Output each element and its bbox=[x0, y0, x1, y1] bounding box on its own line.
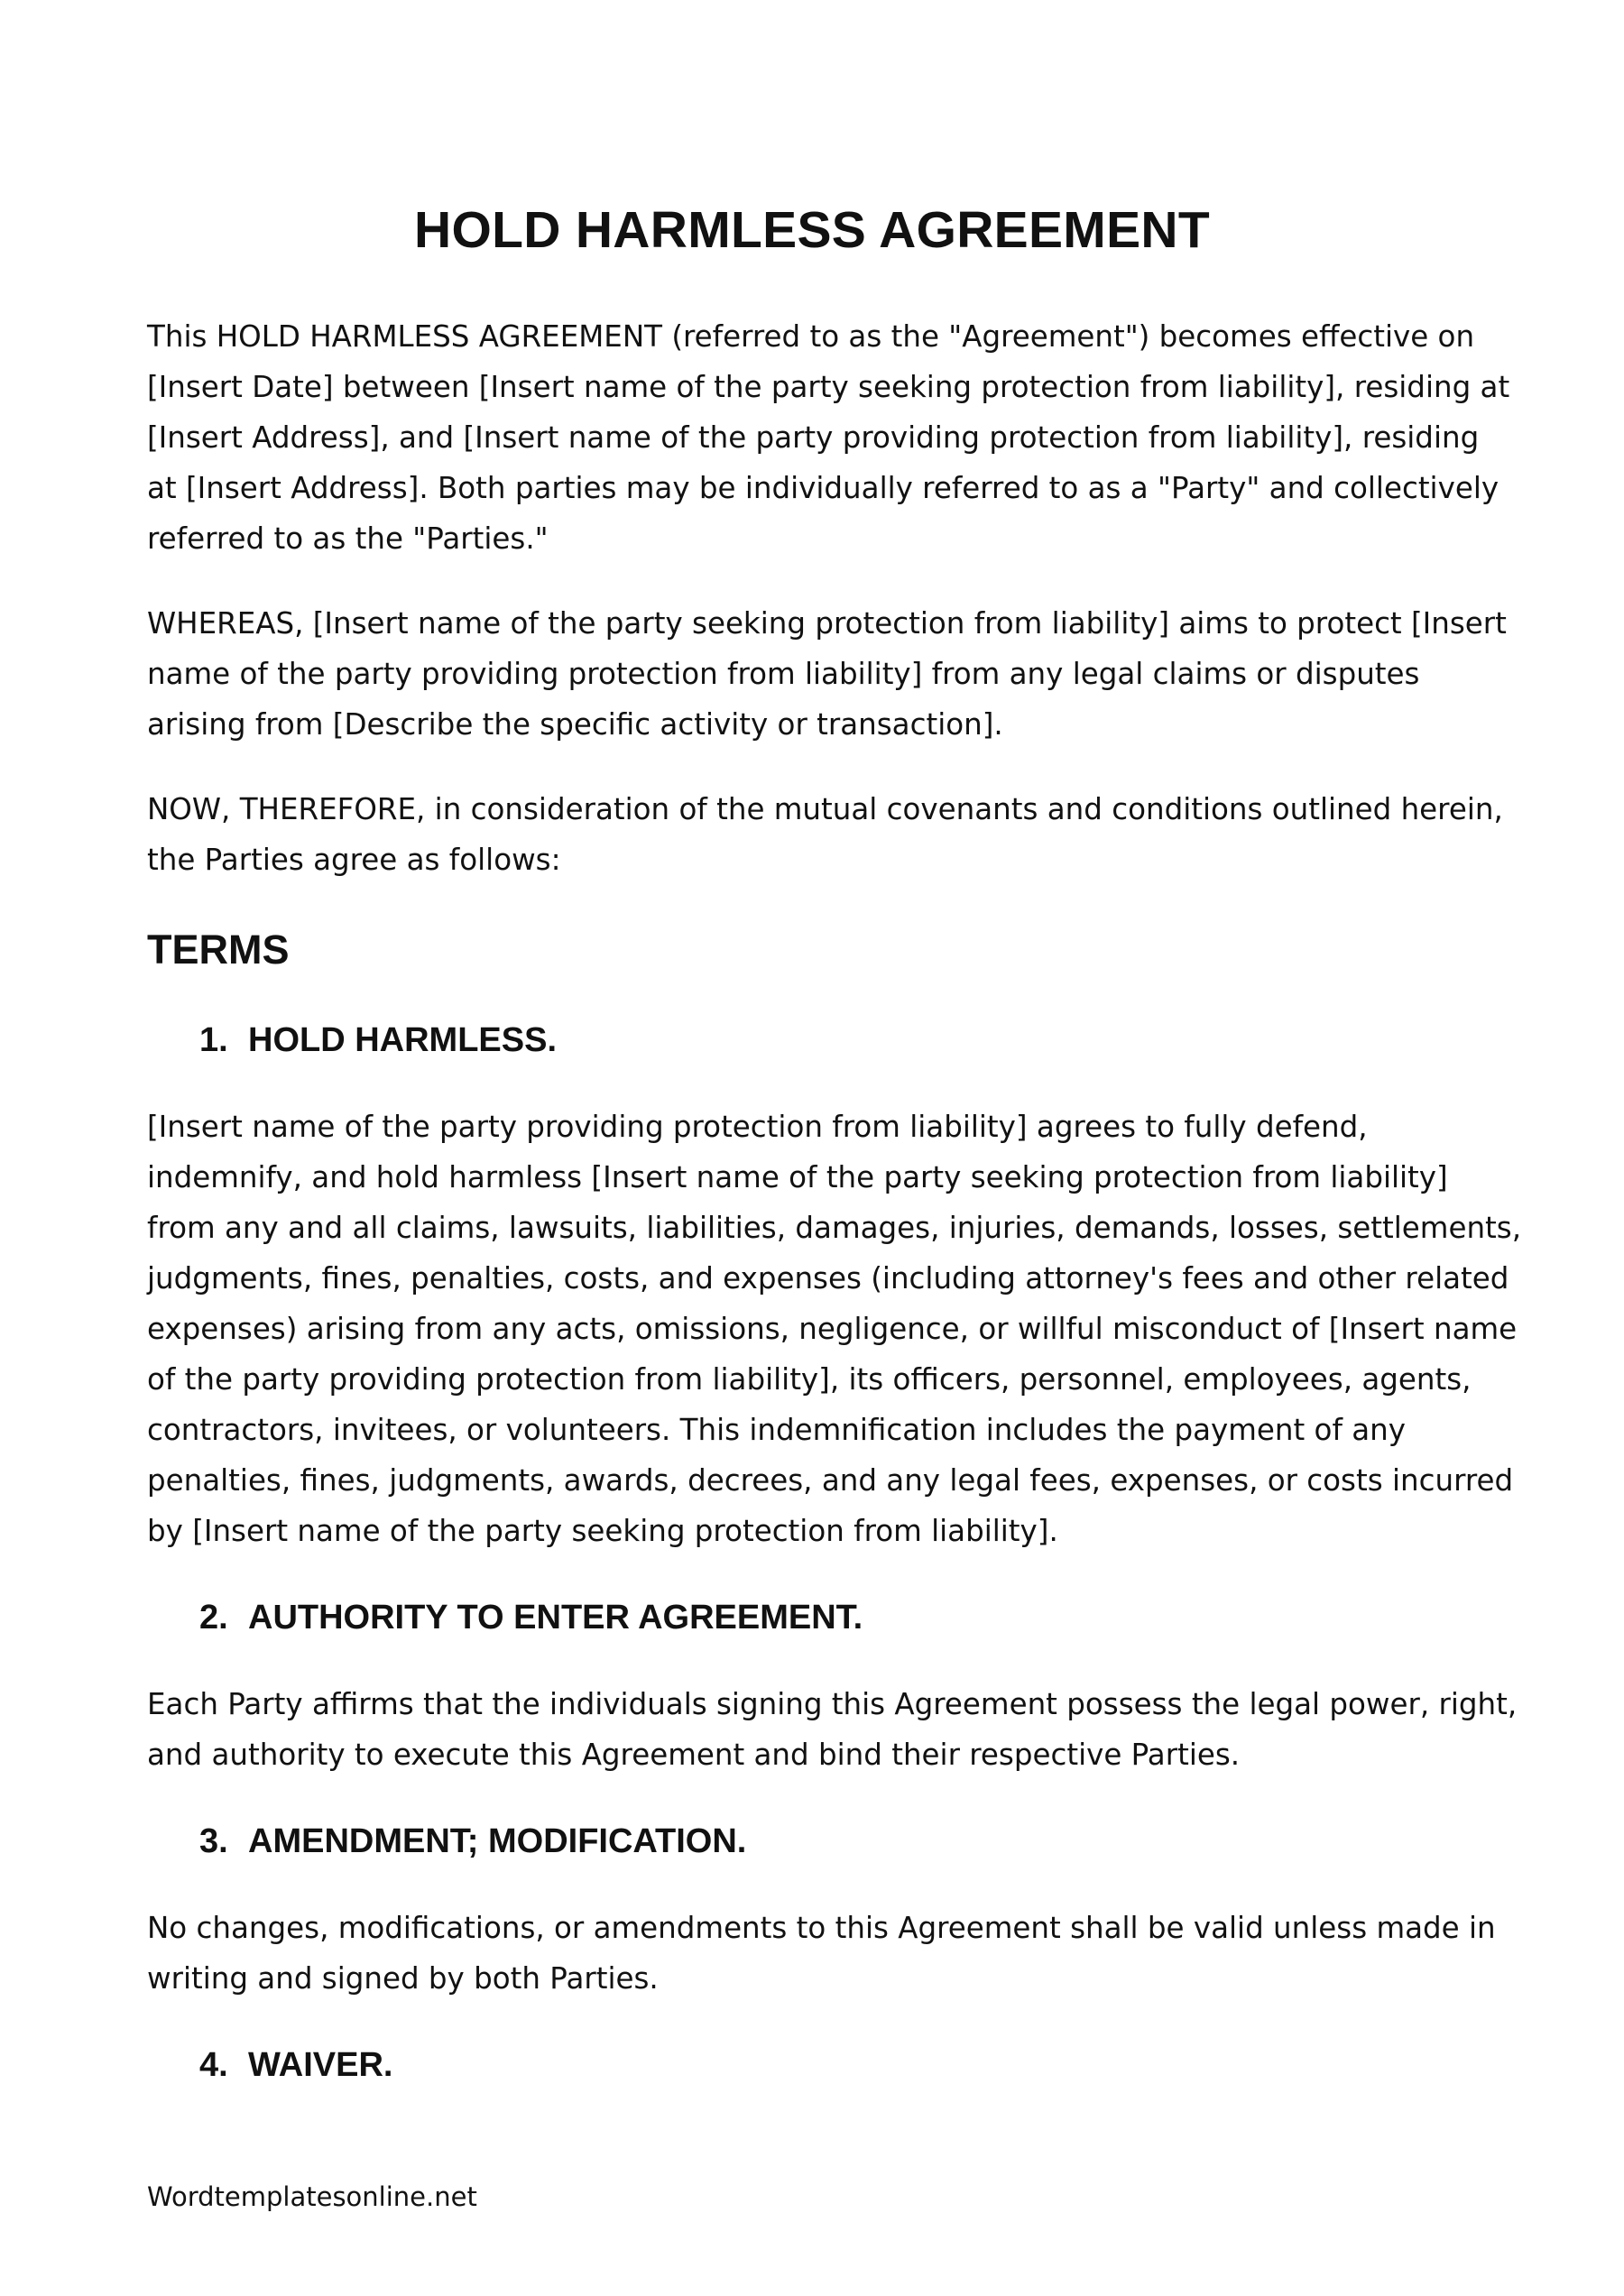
term-number: 3. bbox=[199, 1822, 228, 1860]
whereas-paragraph bbox=[147, 598, 1507, 750]
text-line: [Insert Date] between [Insert name of the party seeking protection from liability], residing at bbox=[147, 370, 1510, 404]
text-line: [Insert Address], and [Insert name of the party providing protection from liability], residing bbox=[147, 420, 1480, 455]
text-line: and authority to execute this Agreement and bind their respective Parties. bbox=[147, 1738, 1241, 1772]
term-number: 1. bbox=[199, 1021, 228, 1059]
term-heading-waiver bbox=[147, 2040, 1500, 2090]
term-title: WAIVER. bbox=[248, 2046, 393, 2084]
term-heading-authority bbox=[147, 1592, 1500, 1643]
term-heading-amendment bbox=[147, 1816, 1500, 1867]
text-line: NOW, THEREFORE, in consideration of the mutual covenants and conditions outlined herein, bbox=[147, 792, 1503, 826]
footer-source-text: Wordtemplatesonline.net bbox=[147, 2181, 477, 2212]
text-line: Each Party affirms that the individuals signing this Agreement possess the legal power, right, bbox=[147, 1687, 1518, 1721]
text-line: by [Insert name of the party seeking protection from liability]. bbox=[147, 1514, 1058, 1548]
text-line: from any and all claims, lawsuits, liabilities, damages, injuries, demands, losses, settlements, bbox=[147, 1211, 1522, 1245]
text-line: referred to as the "Parties." bbox=[147, 521, 549, 556]
text-line: [Insert name of the party providing protection from liability] agrees to fully defend, bbox=[147, 1110, 1368, 1144]
term-paragraph-amendment bbox=[147, 1903, 1500, 2004]
text-line: of the party providing protection from liability], its officers, personnel, employees, agents, bbox=[147, 1362, 1472, 1397]
text-line: the Parties agree as follows: bbox=[147, 843, 561, 877]
text-line: contractors, invitees, or volunteers. This indemnification includes the payment of any bbox=[147, 1413, 1406, 1447]
text-line: penalties, fines, judgments, awards, decrees, and any legal fees, expenses, or costs incurred bbox=[147, 1463, 1514, 1498]
document-body bbox=[147, 311, 1522, 2090]
term-title: AMENDMENT; MODIFICATION. bbox=[248, 1822, 747, 1860]
now-therefore-paragraph bbox=[147, 784, 1503, 885]
term-title: HOLD HARMLESS. bbox=[248, 1021, 557, 1059]
text-line: No changes, modifications, or amendments to this Agreement shall be valid unless made in bbox=[147, 1911, 1496, 1945]
term-paragraph-hold-harmless bbox=[147, 1102, 1522, 1556]
text-line: WHEREAS, [Insert name of the party seeking protection from liability] aims to protect [Insert bbox=[147, 606, 1507, 641]
text-line: expenses) arising from any acts, omissions, negligence, or willful misconduct of [Insert name bbox=[147, 1312, 1518, 1346]
text-line: This HOLD HARMLESS AGREEMENT (referred to as the "Agreement") becomes effective on bbox=[147, 319, 1475, 354]
term-heading-hold-harmless bbox=[147, 1015, 1500, 1065]
text-line: name of the party providing protection from liability] from any legal claims or disputes bbox=[147, 657, 1420, 691]
terms-heading: TERMS bbox=[147, 927, 290, 973]
term-number: 2. bbox=[199, 1599, 228, 1637]
text-line: writing and signed by both Parties. bbox=[147, 1961, 659, 1996]
term-number: 4. bbox=[199, 2046, 228, 2084]
text-line: arising from [Describe the specific activity or transaction]. bbox=[147, 707, 1003, 742]
term-title: AUTHORITY TO ENTER AGREEMENT. bbox=[248, 1599, 863, 1637]
text-line: at [Insert Address]. Both parties may be individually referred to as a "Party" and collectively bbox=[147, 471, 1499, 505]
text-line: indemnify, and hold harmless [Insert name of the party seeking protection from liability] bbox=[147, 1160, 1448, 1194]
document-title: HOLD HARMLESS AGREEMENT bbox=[414, 201, 1210, 259]
term-paragraph-authority bbox=[147, 1679, 1518, 1780]
intro-paragraph bbox=[147, 311, 1510, 564]
text-line: judgments, fines, penalties, costs, and expenses (including attorney's fees and other related bbox=[147, 1261, 1509, 1296]
